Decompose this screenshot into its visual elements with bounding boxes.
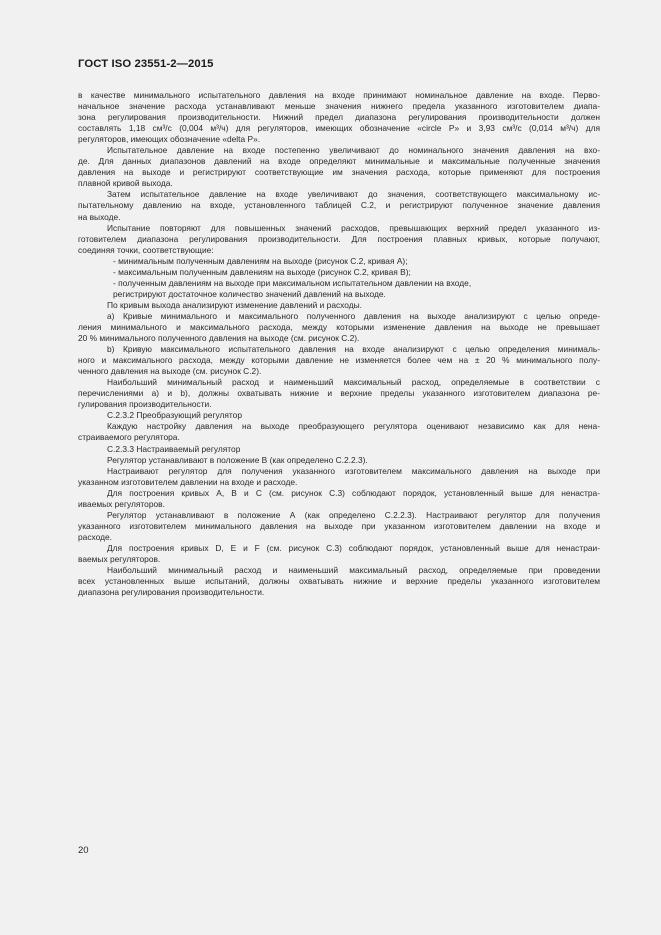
text-line: в качестве минимального испытательного давления на входе принимают номинальное давление на входе. Перво- xyxy=(78,90,600,100)
text-line: Регулятор устанавливают в положение А (как определено С.2.2.3). Настраивают регулятор для получения xyxy=(107,509,600,520)
text-line: Затем испытательное давление на входе увеличивают до значения, соответствующего максимальному ис- xyxy=(107,189,600,200)
text-line: Наибольший минимальный расход и наименьший максимальный расход, определяемые при проведении xyxy=(107,565,600,576)
text-line: С.2.3.3 Настраиваемый регулятор xyxy=(107,443,241,454)
text-line: давления на выходе и регистрируют соответствующие им значения расхода, которые применяют для построения xyxy=(78,167,600,178)
text-line: Испытание повторяют для повышенных значений расходов, превышающих верхний предел указанного из- xyxy=(107,222,600,233)
text-line: Каждую настройку давления на выходе преобразующего регулятора оценивают независимо как для нена- xyxy=(107,421,600,432)
text-line: составлять 1,18 см³/с (0,004 м³/ч) для регуляторов, имеющих обозначение «circle P» и 3,93 см³/с (0,014 м³/ч) для xyxy=(78,123,600,134)
text-line: Для построения кривых А, В и С (см. рисунок С.3) соблюдают порядок, установленный выше для ненастра- xyxy=(107,487,600,498)
document-body xyxy=(78,90,600,598)
text-line: гулирования производительности. xyxy=(78,399,212,410)
text-line: пытательному давлению на входе, установленного таблицей С.2, и регистрируют полученное значение давления xyxy=(78,200,600,211)
text-line: ченного давления на выходе (см. рисунок С.2). xyxy=(78,366,262,377)
text-line: на выходе. xyxy=(78,211,121,222)
text-line: перечислениями а) и b), должны охватывать нижние и верхние пределы указанного изготовителем диапазона ре- xyxy=(78,388,600,399)
page-number: 20 xyxy=(78,845,89,856)
text-line: a) Кривые минимального и максимального полученного давления на выходе анализируют с целью опреде- xyxy=(107,310,600,321)
text-line: Регулятор устанавливают в положение В (как определено С.2.2.3). xyxy=(107,454,368,465)
text-line: - полученным давлениям на выходе при максимальном испытательном давлении на входе, xyxy=(113,277,472,288)
text-line: ного и максимального расхода, между которыми давление не изменяется более чем на ± 20 % минимального полу- xyxy=(78,355,600,366)
text-line: - минимальным полученным давлениям на выходе (рисунок С.2, кривая А); xyxy=(113,255,408,266)
text-line: По кривым выхода анализируют изменение давлений и расходы. xyxy=(107,299,362,310)
text-line: регуляторов, имеющих обозначение «delta P». xyxy=(78,134,261,145)
text-line: указанного изготовителем минимального давления на выходе при указанном изготовителем давлении на входе и xyxy=(78,520,600,531)
text-line: b) Кривую максимального испытательного давления на входе анализируют с целью определения минималь- xyxy=(107,344,600,355)
text-line: С.2.3.2 Преобразующий регулятор xyxy=(107,410,242,421)
text-line: ления минимального и максимального расхода, между которыми изменение давления на выходе не превышает xyxy=(78,321,600,332)
text-line: ваемых регуляторов. xyxy=(78,553,161,564)
text-line: Испытательное давление на входе постепенно увеличивают до номинального значения давления на вхо- xyxy=(107,145,600,156)
text-line: диапазона регулирования производительности. xyxy=(78,587,265,598)
text-line: соединяя точки, соответствующие: xyxy=(78,244,214,255)
document-header: ГОСТ ISO 23551-2—2015 xyxy=(78,58,214,70)
text-line: иваемых регуляторов. xyxy=(78,498,165,509)
text-line: 20 % минимального полученного давления на выходе (см. рисунок С.2). xyxy=(78,333,360,344)
text-line: - максимальным полученным давлениям на выходе (рисунок С.2, кривая В); xyxy=(113,266,411,277)
text-line: страиваемого регулятора. xyxy=(78,432,180,443)
text-line: плавной кривой выхода. xyxy=(78,178,173,189)
text-line: Для построения кривых D, E и F (см. рисунок С.3) соблюдают порядок, установленный выше для ненастраи- xyxy=(107,542,600,553)
text-line: указанном изготовителем давлении на входе и расходе. xyxy=(78,476,298,487)
text-line: всех установленных выше испытаний, должны охватывать нижние и верхние пределы указанного изготовителем xyxy=(78,576,600,587)
text-line: расходе. xyxy=(78,531,112,542)
text-line: зона регулирования производительности. Нижний предел диапазона регулирования производительности должен xyxy=(78,112,600,123)
text-line: регистрируют достаточное количество значений давлений на выходе. xyxy=(113,288,386,299)
text-line: Наибольший минимальный расход и наименьший максимальный расход, определяемые в соответствии с xyxy=(107,377,600,388)
text-line: Настраивают регулятор для получения указанного изготовителем максимального давления на выходе при xyxy=(107,465,600,476)
text-line: начальное значение расхода устанавливают меньше значения нижнего предела указанного изготовителем диапа- xyxy=(78,101,600,112)
text-line: де. Для данных диапазонов давлений на входе определяют минимальные и максимальные полученные значения xyxy=(78,156,600,167)
text-line: готовителем диапазона регулирования производительности. Для построения плавных кривых, которые получают, xyxy=(78,233,600,244)
